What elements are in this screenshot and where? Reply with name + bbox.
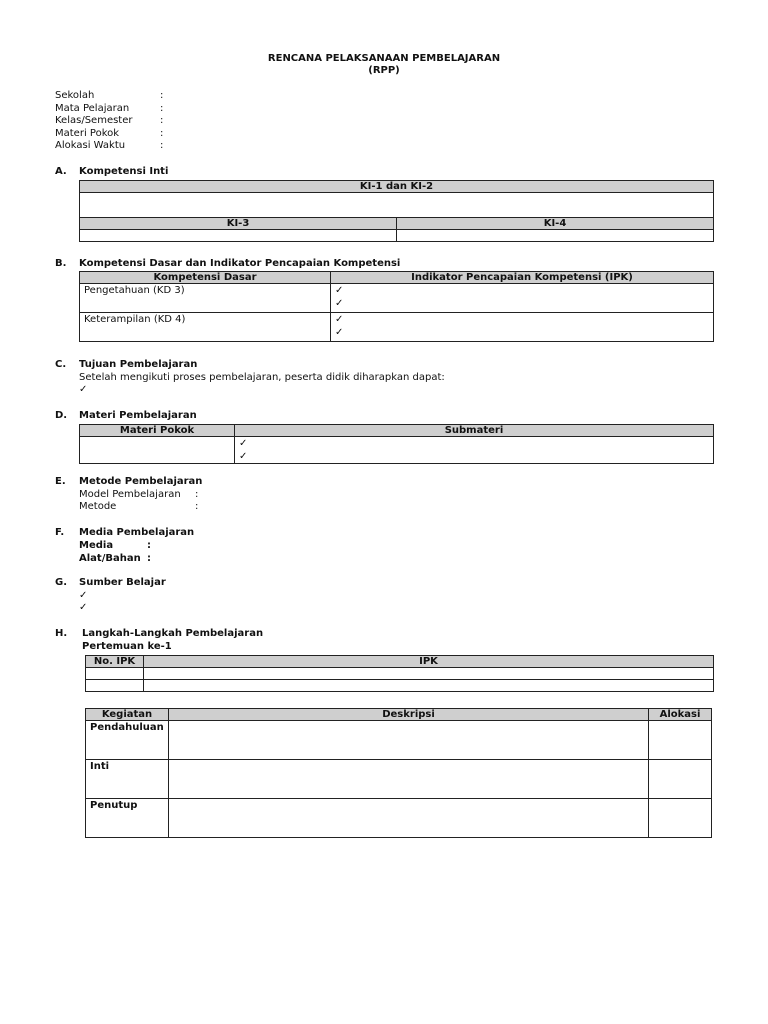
checkmark-icon: ✓ (79, 590, 88, 601)
identity-row-school (55, 90, 163, 103)
ipk-row-cell (86, 668, 144, 680)
section-title: Tujuan Pembelajaran (79, 359, 198, 370)
media-row (79, 540, 151, 553)
section-title: Sumber Belajar (79, 577, 166, 588)
label-school: Sekolah (55, 90, 95, 101)
section-a-heading (55, 166, 168, 179)
colon: : (195, 501, 199, 512)
materi-pokok-header: Materi Pokok (80, 425, 235, 437)
metode-row (79, 501, 198, 514)
section-title: Kompetensi Dasar dan Indikator Pencapaian Kompetensi (79, 258, 401, 269)
section-letter: G. (55, 577, 68, 588)
ki3-header: KI-3 (80, 218, 397, 230)
submateri-header: Submateri (235, 425, 714, 437)
ipk-header: Indikator Pencapaian Kompetensi (IPK) (331, 272, 714, 284)
ipk-col-header: IPK (144, 656, 714, 668)
activity-description-cell (169, 799, 649, 838)
ki3-cell (80, 230, 397, 242)
kd-knowledge-cell: Pengetahuan (KD 3) (80, 284, 331, 313)
section-title: Media Pembelajaran (79, 527, 195, 538)
section-g-heading (55, 577, 166, 590)
materi-pokok-cell (80, 437, 235, 464)
identity-row-subject (55, 103, 163, 116)
no-ipk-header: No. IPK (86, 656, 144, 668)
section-e-heading (55, 476, 202, 489)
meeting-label: Pertemuan ke-1 (82, 641, 172, 652)
colon: : (160, 140, 164, 151)
section-letter: D. (55, 410, 68, 421)
section-letter: B. (55, 258, 67, 269)
colon: : (160, 115, 164, 126)
colon: : (147, 553, 151, 564)
alat-row (79, 553, 151, 566)
activity-description-cell (169, 721, 649, 760)
section-letter: E. (55, 476, 66, 487)
section-title: Materi Pembelajaran (79, 410, 197, 421)
identity-row-time (55, 140, 163, 153)
ki-table (79, 180, 714, 242)
section-c-heading (55, 359, 197, 372)
ipk-skill-cell (331, 313, 714, 342)
section-title: Langkah-Langkah Pembelajaran (82, 628, 264, 639)
ki4-cell (397, 230, 714, 242)
ipk-number-table (85, 655, 714, 692)
alokasi-header: Alokasi (649, 709, 712, 721)
label-alat: Alat/Bahan (79, 553, 141, 564)
section-letter: C. (55, 359, 67, 370)
colon: : (160, 90, 164, 101)
ipk-row-cell (86, 680, 144, 692)
label-subject: Mata Pelajaran (55, 102, 130, 114)
activity-description-cell (169, 760, 649, 799)
submateri-cell (235, 437, 714, 464)
objective-intro: Setelah mengikuti proses pembelajaran, peserta didik diharapkan dapat: (79, 372, 445, 383)
activity-allocation-cell (649, 721, 712, 760)
section-b-heading (55, 258, 400, 271)
identity-row-class (55, 115, 163, 128)
activity-core: Inti (86, 760, 169, 799)
ki12-header: KI-1 dan KI-2 (80, 181, 714, 193)
section-f-heading (55, 527, 194, 540)
checkmark-icon: ✓ (79, 384, 88, 395)
activity-closing: Penutup (86, 799, 169, 838)
colon: : (147, 540, 151, 551)
kd-header: Kompetensi Dasar (80, 272, 331, 284)
section-letter: H. (55, 628, 68, 639)
colon: : (160, 102, 164, 114)
kd-skill-cell: Keterampilan (KD 4) (80, 313, 331, 342)
ki12-cell (80, 193, 714, 218)
label-topic: Materi Pokok (55, 127, 120, 139)
model-row (79, 489, 198, 502)
ipk-row-cell (144, 680, 714, 692)
section-letter: F. (55, 527, 65, 538)
checkmark-icon: ✓ (239, 450, 248, 462)
checkmark-icon: ✓ (335, 326, 344, 338)
section-title: Kompetensi Inti (79, 166, 169, 177)
checkmark-icon: ✓ (335, 314, 344, 325)
label-model: Model Pembelajaran (79, 489, 181, 500)
activity-allocation-cell (649, 760, 712, 799)
identity-row-topic (55, 128, 163, 141)
materi-table (79, 424, 714, 464)
section-letter: A. (55, 166, 67, 177)
ipk-row-cell (144, 668, 714, 680)
colon: : (160, 127, 164, 139)
section-h-heading (55, 628, 263, 641)
checkmark-icon: ✓ (335, 297, 344, 309)
activity-opening: Pendahuluan (86, 721, 169, 760)
label-time: Alokasi Waktu (55, 140, 126, 151)
ki4-header: KI-4 (397, 218, 714, 230)
kegiatan-header: Kegiatan (86, 709, 169, 721)
section-title: Metode Pembelajaran (79, 476, 203, 487)
activity-allocation-cell (649, 799, 712, 838)
checkmark-icon: ✓ (335, 285, 344, 296)
deskripsi-header: Deskripsi (169, 709, 649, 721)
label-media: Media (79, 540, 114, 551)
activity-table (85, 708, 712, 838)
colon: : (195, 489, 199, 500)
label-class: Kelas/Semester (55, 115, 133, 126)
checkmark-icon: ✓ (79, 602, 88, 613)
checkmark-icon: ✓ (239, 438, 248, 449)
ipk-knowledge-cell (331, 284, 714, 313)
document-title: RENCANA PELAKSANAAN PEMBELAJARAN (267, 53, 501, 64)
section-d-heading (55, 410, 197, 423)
kd-table (79, 271, 714, 342)
label-metode: Metode (79, 501, 117, 512)
document-subtitle: (RPP) (368, 65, 400, 76)
